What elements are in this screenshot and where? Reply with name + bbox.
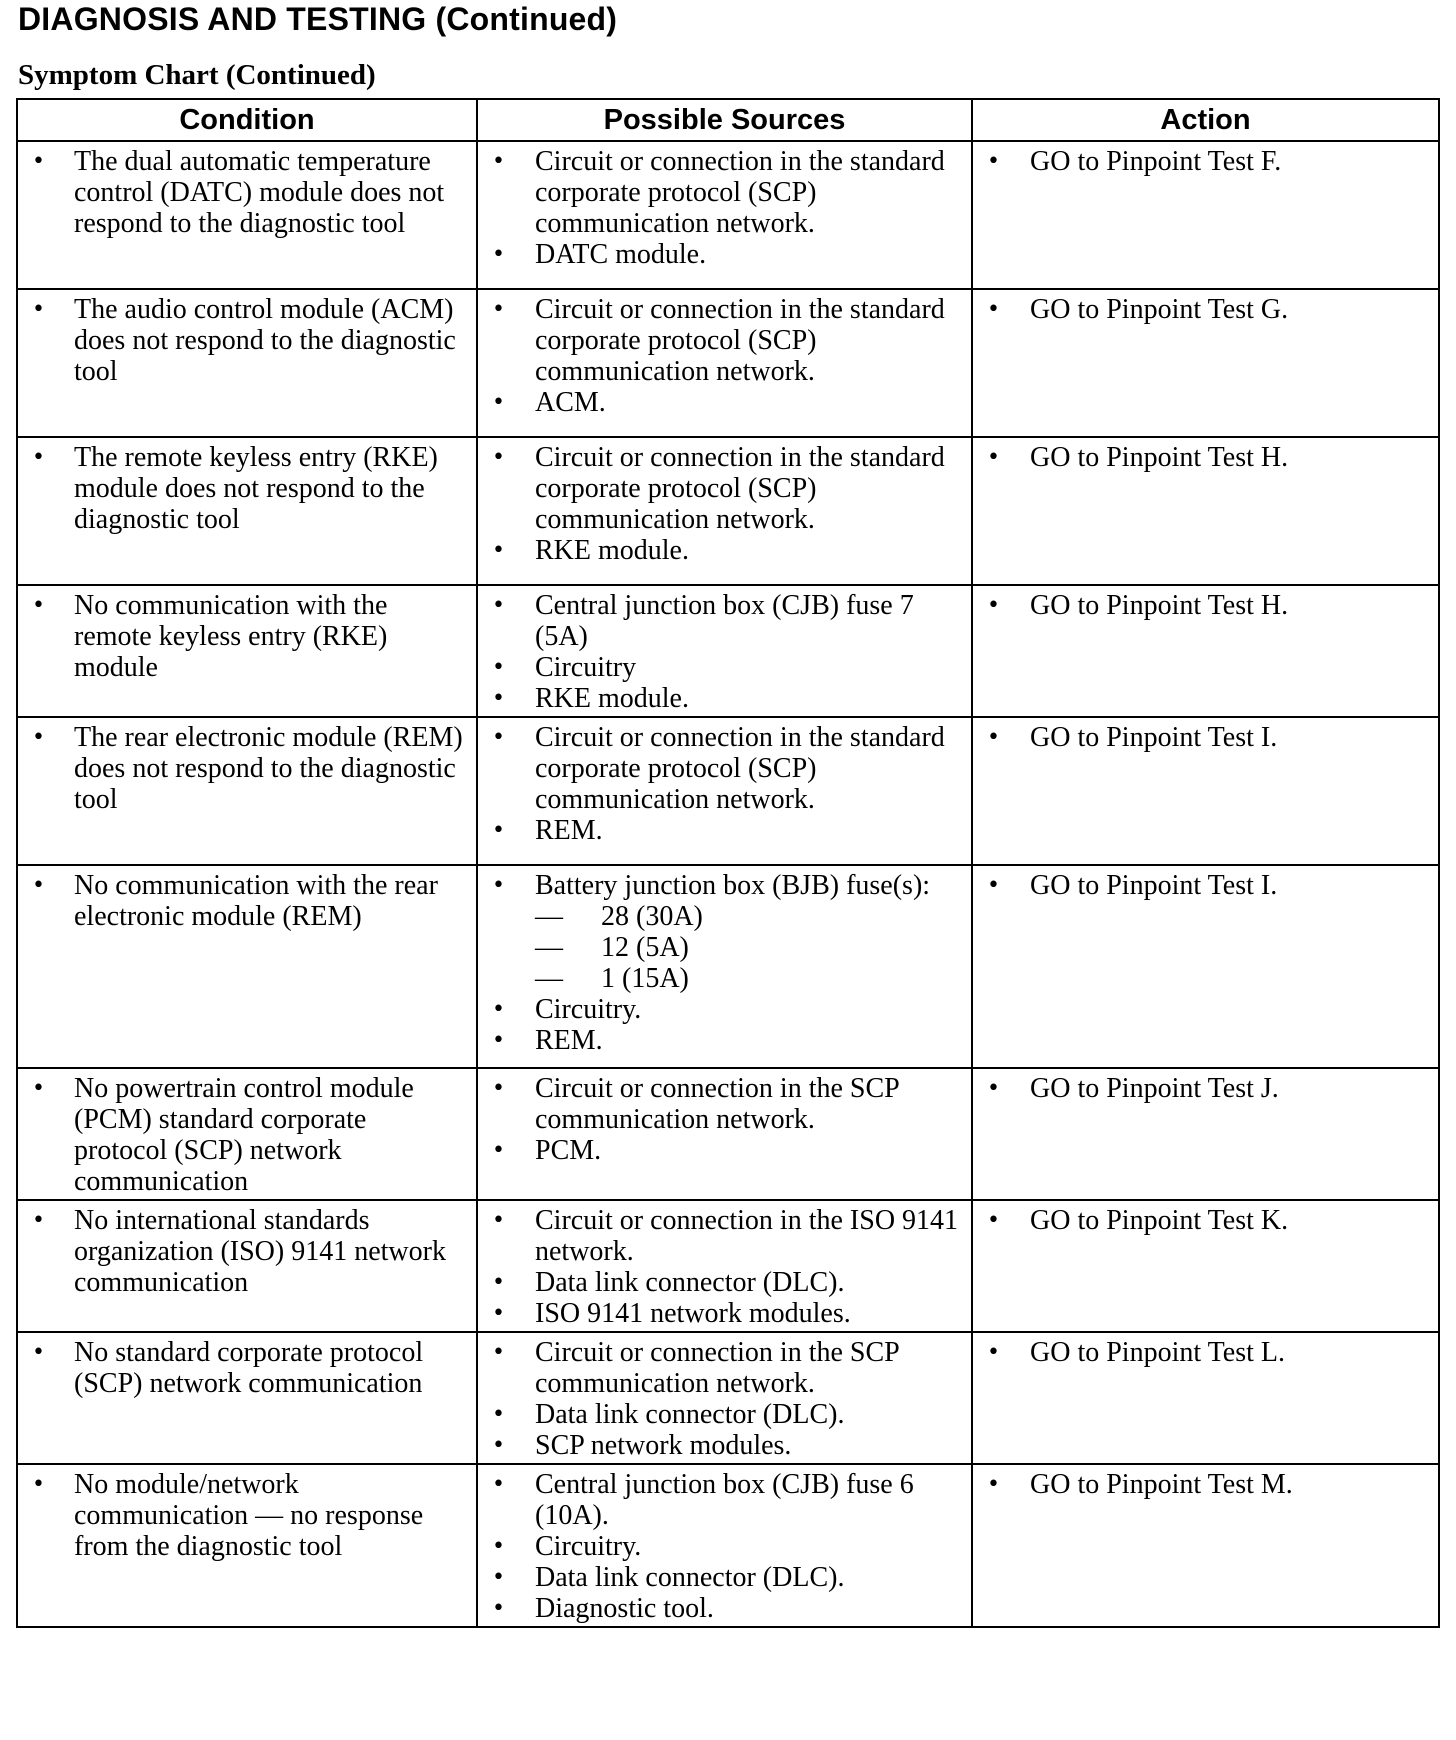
possible-sources-cell [477, 1464, 972, 1627]
action-text: • GO to Pinpoint Test H. [973, 590, 1438, 621]
source-text: DATC module. [535, 239, 707, 270]
source-item [478, 870, 971, 994]
possible-sources-cell [477, 865, 972, 1068]
source-item [478, 1562, 971, 1593]
fuse-value: 28 (30A) [601, 901, 703, 932]
table-row [17, 1200, 1439, 1332]
condition-text: • The dual automatic temperature control (DATC) module does not respond to the diagnostic tool [18, 146, 476, 239]
action-cell [972, 865, 1439, 1068]
header-condition: Condition [17, 99, 477, 141]
action-cell [972, 1200, 1439, 1332]
table-row [17, 585, 1439, 717]
action-cell [972, 1068, 1439, 1200]
action-text: • GO to Pinpoint Test I. [973, 722, 1438, 753]
table-row [17, 141, 1439, 289]
action-list [973, 1469, 1438, 1500]
condition-list [18, 590, 476, 683]
condition-cell [17, 141, 477, 289]
action-list [973, 590, 1438, 621]
condition-cell [17, 1332, 477, 1464]
source-text: RKE module. [535, 535, 689, 566]
condition-list [18, 722, 476, 815]
source-item [478, 1593, 971, 1624]
possible-sources-cell [477, 437, 972, 585]
source-text: Circuit or connection in the standard corporate protocol (SCP) communication network. [535, 146, 945, 239]
condition-list [18, 1337, 476, 1399]
sources-list [478, 870, 971, 1056]
condition-list [18, 294, 476, 387]
source-text: Circuit or connection in the SCP communication network. [535, 1073, 899, 1135]
source-item [478, 1469, 971, 1531]
condition-text: • The remote keyless entry (RKE) module does not respond to the diagnostic tool [18, 442, 476, 535]
action-list [973, 294, 1438, 325]
sources-list [478, 146, 971, 270]
dash-marker: — [535, 932, 563, 963]
table-header-row [17, 99, 1439, 141]
source-text: Central junction box (CJB) fuse 6 (10A). [535, 1469, 914, 1531]
dash-marker: — [535, 963, 563, 994]
header-action: Action [972, 99, 1439, 141]
condition-list [18, 870, 476, 932]
condition-list [18, 146, 476, 239]
condition-list [18, 1469, 476, 1562]
possible-sources-cell [477, 1200, 972, 1332]
condition-cell [17, 865, 477, 1068]
source-text: Diagnostic tool. [535, 1593, 714, 1624]
sources-list [478, 1337, 971, 1461]
fuse-sub-item [535, 901, 965, 932]
action-text: • GO to Pinpoint Test J. [973, 1073, 1438, 1104]
action-list [973, 442, 1438, 473]
source-item [478, 722, 971, 815]
source-item [478, 1267, 971, 1298]
condition-text: • No powertrain control module (PCM) standard corporate protocol (SCP) network communication [18, 1073, 476, 1197]
condition-cell [17, 1464, 477, 1627]
sources-list [478, 1073, 971, 1166]
source-text: Circuit or connection in the standard corporate protocol (SCP) communication network. [535, 722, 945, 815]
action-cell [972, 585, 1439, 717]
action-cell [972, 437, 1439, 585]
action-list [973, 1073, 1438, 1104]
source-item [478, 442, 971, 535]
condition-text: • The audio control module (ACM) does not respond to the diagnostic tool [18, 294, 476, 387]
possible-sources-cell [477, 289, 972, 437]
condition-cell [17, 1068, 477, 1200]
condition-cell [17, 1200, 477, 1332]
action-list [973, 1337, 1438, 1368]
condition-text: • The rear electronic module (REM) does not respond to the diagnostic tool [18, 722, 476, 815]
source-text: SCP network modules. [535, 1430, 792, 1461]
sources-list [478, 294, 971, 418]
sources-list [478, 590, 971, 714]
dash-marker: — [535, 901, 563, 932]
source-item [478, 239, 971, 270]
condition-cell [17, 585, 477, 717]
sources-list [478, 1205, 971, 1329]
source-text: Circuit or connection in the ISO 9141 network. [535, 1205, 959, 1267]
fuse-value: 1 (15A) [601, 963, 689, 994]
chart-subtitle: Symptom Chart (Continued) [18, 59, 376, 91]
table-row [17, 717, 1439, 865]
condition-text: • No communication with the rear electronic module (REM) [18, 870, 476, 932]
action-cell [972, 1332, 1439, 1464]
possible-sources-cell [477, 585, 972, 717]
source-text: REM. [535, 1025, 603, 1056]
condition-cell [17, 289, 477, 437]
source-text: Data link connector (DLC). [535, 1562, 845, 1593]
source-item [478, 1430, 971, 1461]
source-text: Central junction box (CJB) fuse 7 (5A) [535, 590, 914, 652]
condition-text: • No international standards organization (ISO) 9141 network communication [18, 1205, 476, 1298]
source-item [478, 1205, 971, 1267]
action-cell [972, 289, 1439, 437]
source-item [478, 590, 971, 652]
source-text: RKE module. [535, 683, 689, 714]
source-text: Circuitry. [535, 994, 642, 1025]
sources-list [478, 442, 971, 566]
source-item [478, 535, 971, 566]
action-cell [972, 717, 1439, 865]
source-text: Circuit or connection in the standard corporate protocol (SCP) communication network. [535, 442, 945, 535]
source-text: PCM. [535, 1135, 602, 1166]
source-item [478, 1135, 971, 1166]
table-body [17, 141, 1439, 1627]
source-item [478, 387, 971, 418]
table-row [17, 1332, 1439, 1464]
action-list [973, 722, 1438, 753]
action-cell [972, 141, 1439, 289]
symptom-chart-table [16, 98, 1440, 1628]
table-row [17, 289, 1439, 437]
source-text: Circuitry [535, 652, 637, 683]
possible-sources-cell [477, 1068, 972, 1200]
action-list [973, 870, 1438, 901]
action-text: • GO to Pinpoint Test L. [973, 1337, 1438, 1368]
condition-cell [17, 437, 477, 585]
source-text: Circuit or connection in the standard corporate protocol (SCP) communication network. [535, 294, 945, 387]
source-item [478, 1337, 971, 1399]
condition-list [18, 442, 476, 535]
source-text: Data link connector (DLC). [535, 1399, 845, 1430]
source-item [478, 1298, 971, 1329]
source-item [478, 146, 971, 239]
possible-sources-cell [477, 141, 972, 289]
condition-text: • No standard corporate protocol (SCP) network communication [18, 1337, 476, 1399]
action-list [973, 146, 1438, 177]
condition-list [18, 1073, 476, 1197]
source-text: ISO 9141 network modules. [535, 1298, 851, 1329]
action-text: • GO to Pinpoint Test K. [973, 1205, 1438, 1236]
possible-sources-cell [477, 717, 972, 865]
table-row [17, 437, 1439, 585]
source-item [478, 294, 971, 387]
fuse-sub-item [535, 963, 965, 994]
action-text: • GO to Pinpoint Test I. [973, 870, 1438, 901]
source-text: REM. [535, 815, 603, 846]
action-list [973, 1205, 1438, 1236]
condition-cell [17, 717, 477, 865]
condition-list [18, 1205, 476, 1298]
action-text: • GO to Pinpoint Test M. [973, 1469, 1438, 1500]
source-item [478, 1073, 971, 1135]
source-item [478, 683, 971, 714]
source-item [478, 815, 971, 846]
source-text: ACM. [535, 387, 606, 418]
page-title: DIAGNOSIS AND TESTING (Continued) [18, 1, 618, 37]
table-row [17, 1068, 1439, 1200]
fuse-value: 12 (5A) [601, 932, 689, 963]
action-text: • GO to Pinpoint Test H. [973, 442, 1438, 473]
source-item [478, 994, 971, 1025]
source-item [478, 652, 971, 683]
source-item [478, 1531, 971, 1562]
action-text: • GO to Pinpoint Test G. [973, 294, 1438, 325]
source-item [478, 1399, 971, 1430]
table-row [17, 1464, 1439, 1627]
condition-text: • No communication with the remote keyless entry (RKE) module [18, 590, 476, 683]
sources-list [478, 722, 971, 846]
fuse-sub-item [535, 932, 965, 963]
source-item [478, 1025, 971, 1056]
action-cell [972, 1464, 1439, 1627]
table-row [17, 865, 1439, 1068]
possible-sources-cell [477, 1332, 972, 1464]
condition-text: • No module/network communication — no response from the diagnostic tool [18, 1469, 476, 1562]
header-possible-sources: Possible Sources [477, 99, 972, 141]
source-text: Data link connector (DLC). [535, 1267, 845, 1298]
sources-list [478, 1469, 971, 1624]
source-text: Circuit or connection in the SCP communication network. [535, 1337, 899, 1399]
source-text: Circuitry. [535, 1531, 642, 1562]
source-text: Battery junction box (BJB) fuse(s): [535, 870, 931, 901]
action-text: • GO to Pinpoint Test F. [973, 146, 1438, 177]
